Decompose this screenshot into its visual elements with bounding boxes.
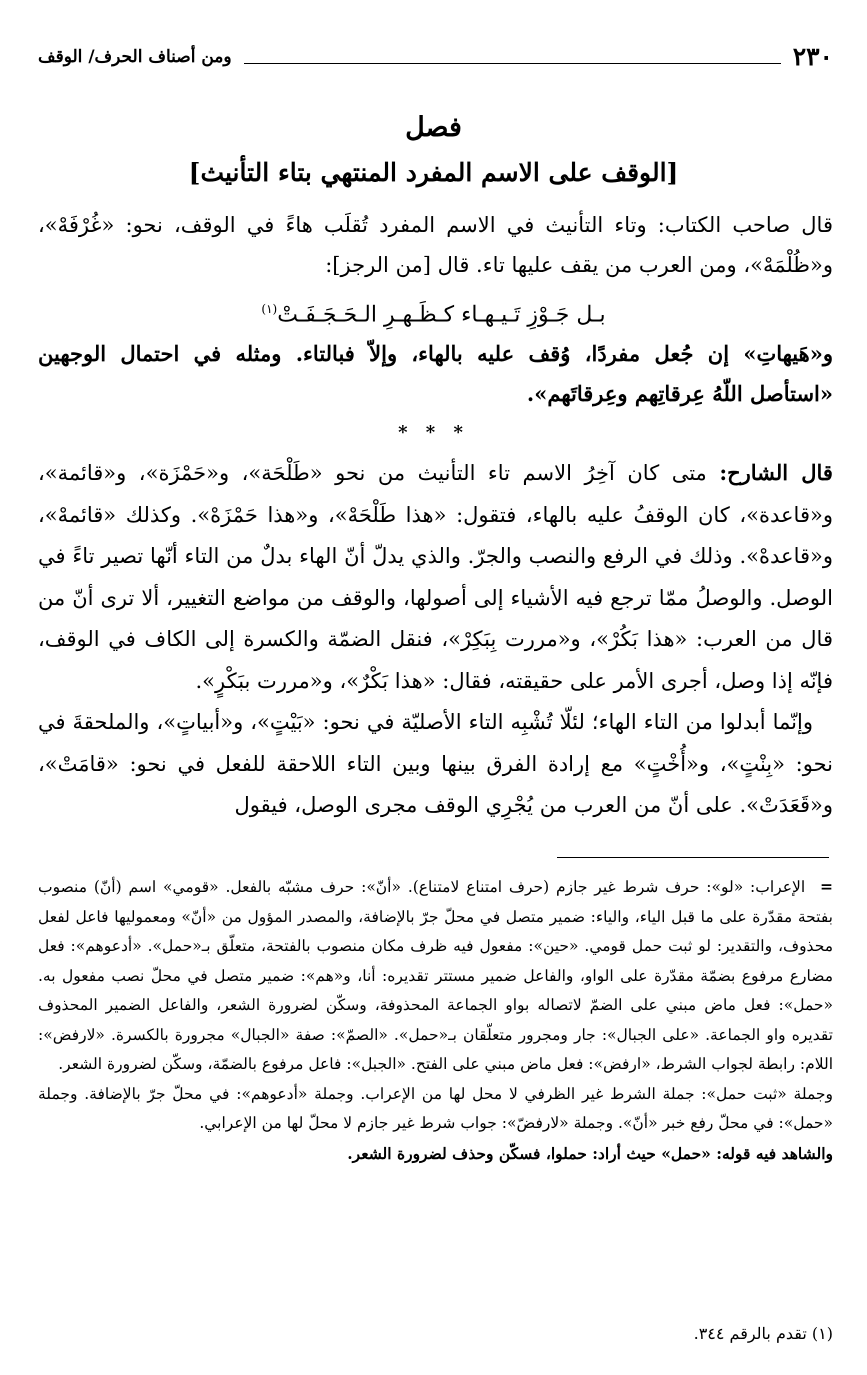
- commentary-text-1: متى كان آخِرُ الاسم تاء التأنيث من نحو «طَلْحَة»، و«حَمْزَة»، و«قائمة»، و«قاعدة»، كان الوقفُ عليه بالهاء، فتقول: «هذا طَلْحَهْ»، و«هذا حَمْزَهْ». وكذلك «قائمهْ»، و«قاعدهْ». وذلك في الرفع والنصب والجرّ. والذي يدلّ أنّ الهاء بدلٌ من التاء أنّها تصير تاءً في الوصل. والوصلُ ممّا ترجع فيه الأشياء إلى أصولها، والوقف من مواضع التغيير، ألا ترى أنّ من قال من العرب: «هذا بَكُرْ»، و«مررت بِبَكِرْ»، فنقل الضمّة والكسرة إلى الكاف في الوقف، فإنّه إذا وصل، أجرى الأمر على حقيقته، فقال: «هذا بَكْرٌ»، و«مررت ببَكْرٍ».: [38, 461, 833, 693]
- intro-text: قال صاحب الكتاب: وتاء التأنيث في الاسم المفرد تُقلَب هاءً في الوقف، نحو: «غُرْفَهْ»، و«ظُلْمَهْ»، ومن العرب من يقف عليها تاء. قال [من الرجز]:: [38, 213, 833, 277]
- section-title: فصل: [405, 112, 462, 143]
- footnotes: [38, 872, 833, 1168]
- footnote-reference: (١) تقدم بالرقم ٣٤٤.: [693, 1324, 833, 1343]
- commentary-paragraph-2: وإنّما أبدلوا من التاء الهاء؛ لئلّا تُشْبِه التاء الأصليّة في نحو: «بَيْتٍ»، و«أبياتٍ»، والملحقةَ في نحو: «بِنْتٍ»، و«أُخْتٍ» مع إرادة الفرق بينها وبين التاء اللاحقة للفعل في نحو: «قامَتْ»، و«قَعَدَتْ». على أنّ من العرب من يُجْرِي الوقف مجرى الوصل، فيقول: [38, 710, 833, 817]
- continuation-mark: =: [820, 877, 833, 896]
- running-header: [38, 38, 833, 72]
- main-bold-text: و«هَيهاتِ» إن جُعل مفردًا، وُقف عليه بالهاء، وإلاّ فبالتاء. ومثله في احتمال الوجهين «استأصل اللّهُ عِرقاتِهم وعِرقاتَهم».: [38, 341, 833, 406]
- footnote-separator: [557, 857, 829, 858]
- commentary-lead: قال الشارح:: [719, 460, 833, 485]
- verse-footnote-ref: (١): [261, 302, 278, 316]
- header-rule: [244, 63, 781, 64]
- commentary-paragraph-1: [38, 452, 833, 702]
- page-number: ٢٣٠: [792, 42, 833, 71]
- section-separator: * * *: [398, 422, 469, 443]
- footnote-text-1: الإعراب: «لو»: حرف شرط غير جازم (حرف امتناع لامتناع). «أنّ»: حرف مشبّه بالفعل. «قومي» اسم (أنّ) منصوب بفتحة مقدّرة على ما قبل الياء، والياء: ضمير متصل في محلّ جرّ بالإضافة، والمصدر المؤول من «أنّ» ومعموليها فاعل لفعل محذوف، والتقدير: لو ثبت حمل قومي. «حين»: مفعول فيه ظرف مكان منصوب بالفتحة، متعلّق بـ«حمل». «أدعوهم»: فعل مضارع مرفوع بضمّة مقدّرة على الواو، والفاعل ضمير مستتر تقديره: أنا، و«هم»: ضمير متصل في محلّ نصب مفعول به. «حمل»: فعل ماض مبني على الضمّ لاتصاله بواو الجماعة المحذوفة، وسكّن لضرورة الشعر، والفاعل الضمير المحذوف تقديره واو الجماعة. «على الجبال»: جار ومجرور متعلّقان بـ«حمل». «الصمّ»: صفة «الجبال» مجرورة بالكسرة. «لارفض»: اللام: رابطة لجواب الشرط، «ارفض»: فعل ماض مبني على الفتح. «الجبل»: فاعل مرفوع بالضمّة، وسكّن لضرورة الشعر.: [38, 878, 833, 1073]
- commentary: [38, 452, 833, 827]
- section-subtitle: [الوقف على الاسم المفرد المنتهي بتاء التأنيث]: [188, 158, 679, 187]
- footnote-line-3: والشاهد فيه قوله: «حمل» حيث أراد: حملوا، فسكّن وحذف لضرورة الشعر.: [347, 1143, 833, 1163]
- verse-text: بـل جَـوْزِ تَـيـهـاء كـظَـهـرِ الـحَـجَـفَـتْ: [277, 302, 606, 328]
- main-bold-paragraph: [38, 334, 833, 414]
- verse-line: [0, 287, 867, 337]
- intro-paragraph: [38, 205, 833, 285]
- footnote-line-2: وجملة «ثبت حمل»: جملة الشرط غير الظرفي لا محل لها من الإعراب. وجملة «أدعوهم»: في محلّ جرّ بالإضافة. وجملة «حمل»: في محلّ رفع خبر «أنّ». وجملة «لارفضّ»: جواب شرط غير جازم لا محلّ لها من الإعرابي.: [38, 1084, 833, 1132]
- footnote-line-1: [38, 872, 833, 1080]
- running-title: ومن أصناف الحرف/ الوقف: [38, 47, 232, 67]
